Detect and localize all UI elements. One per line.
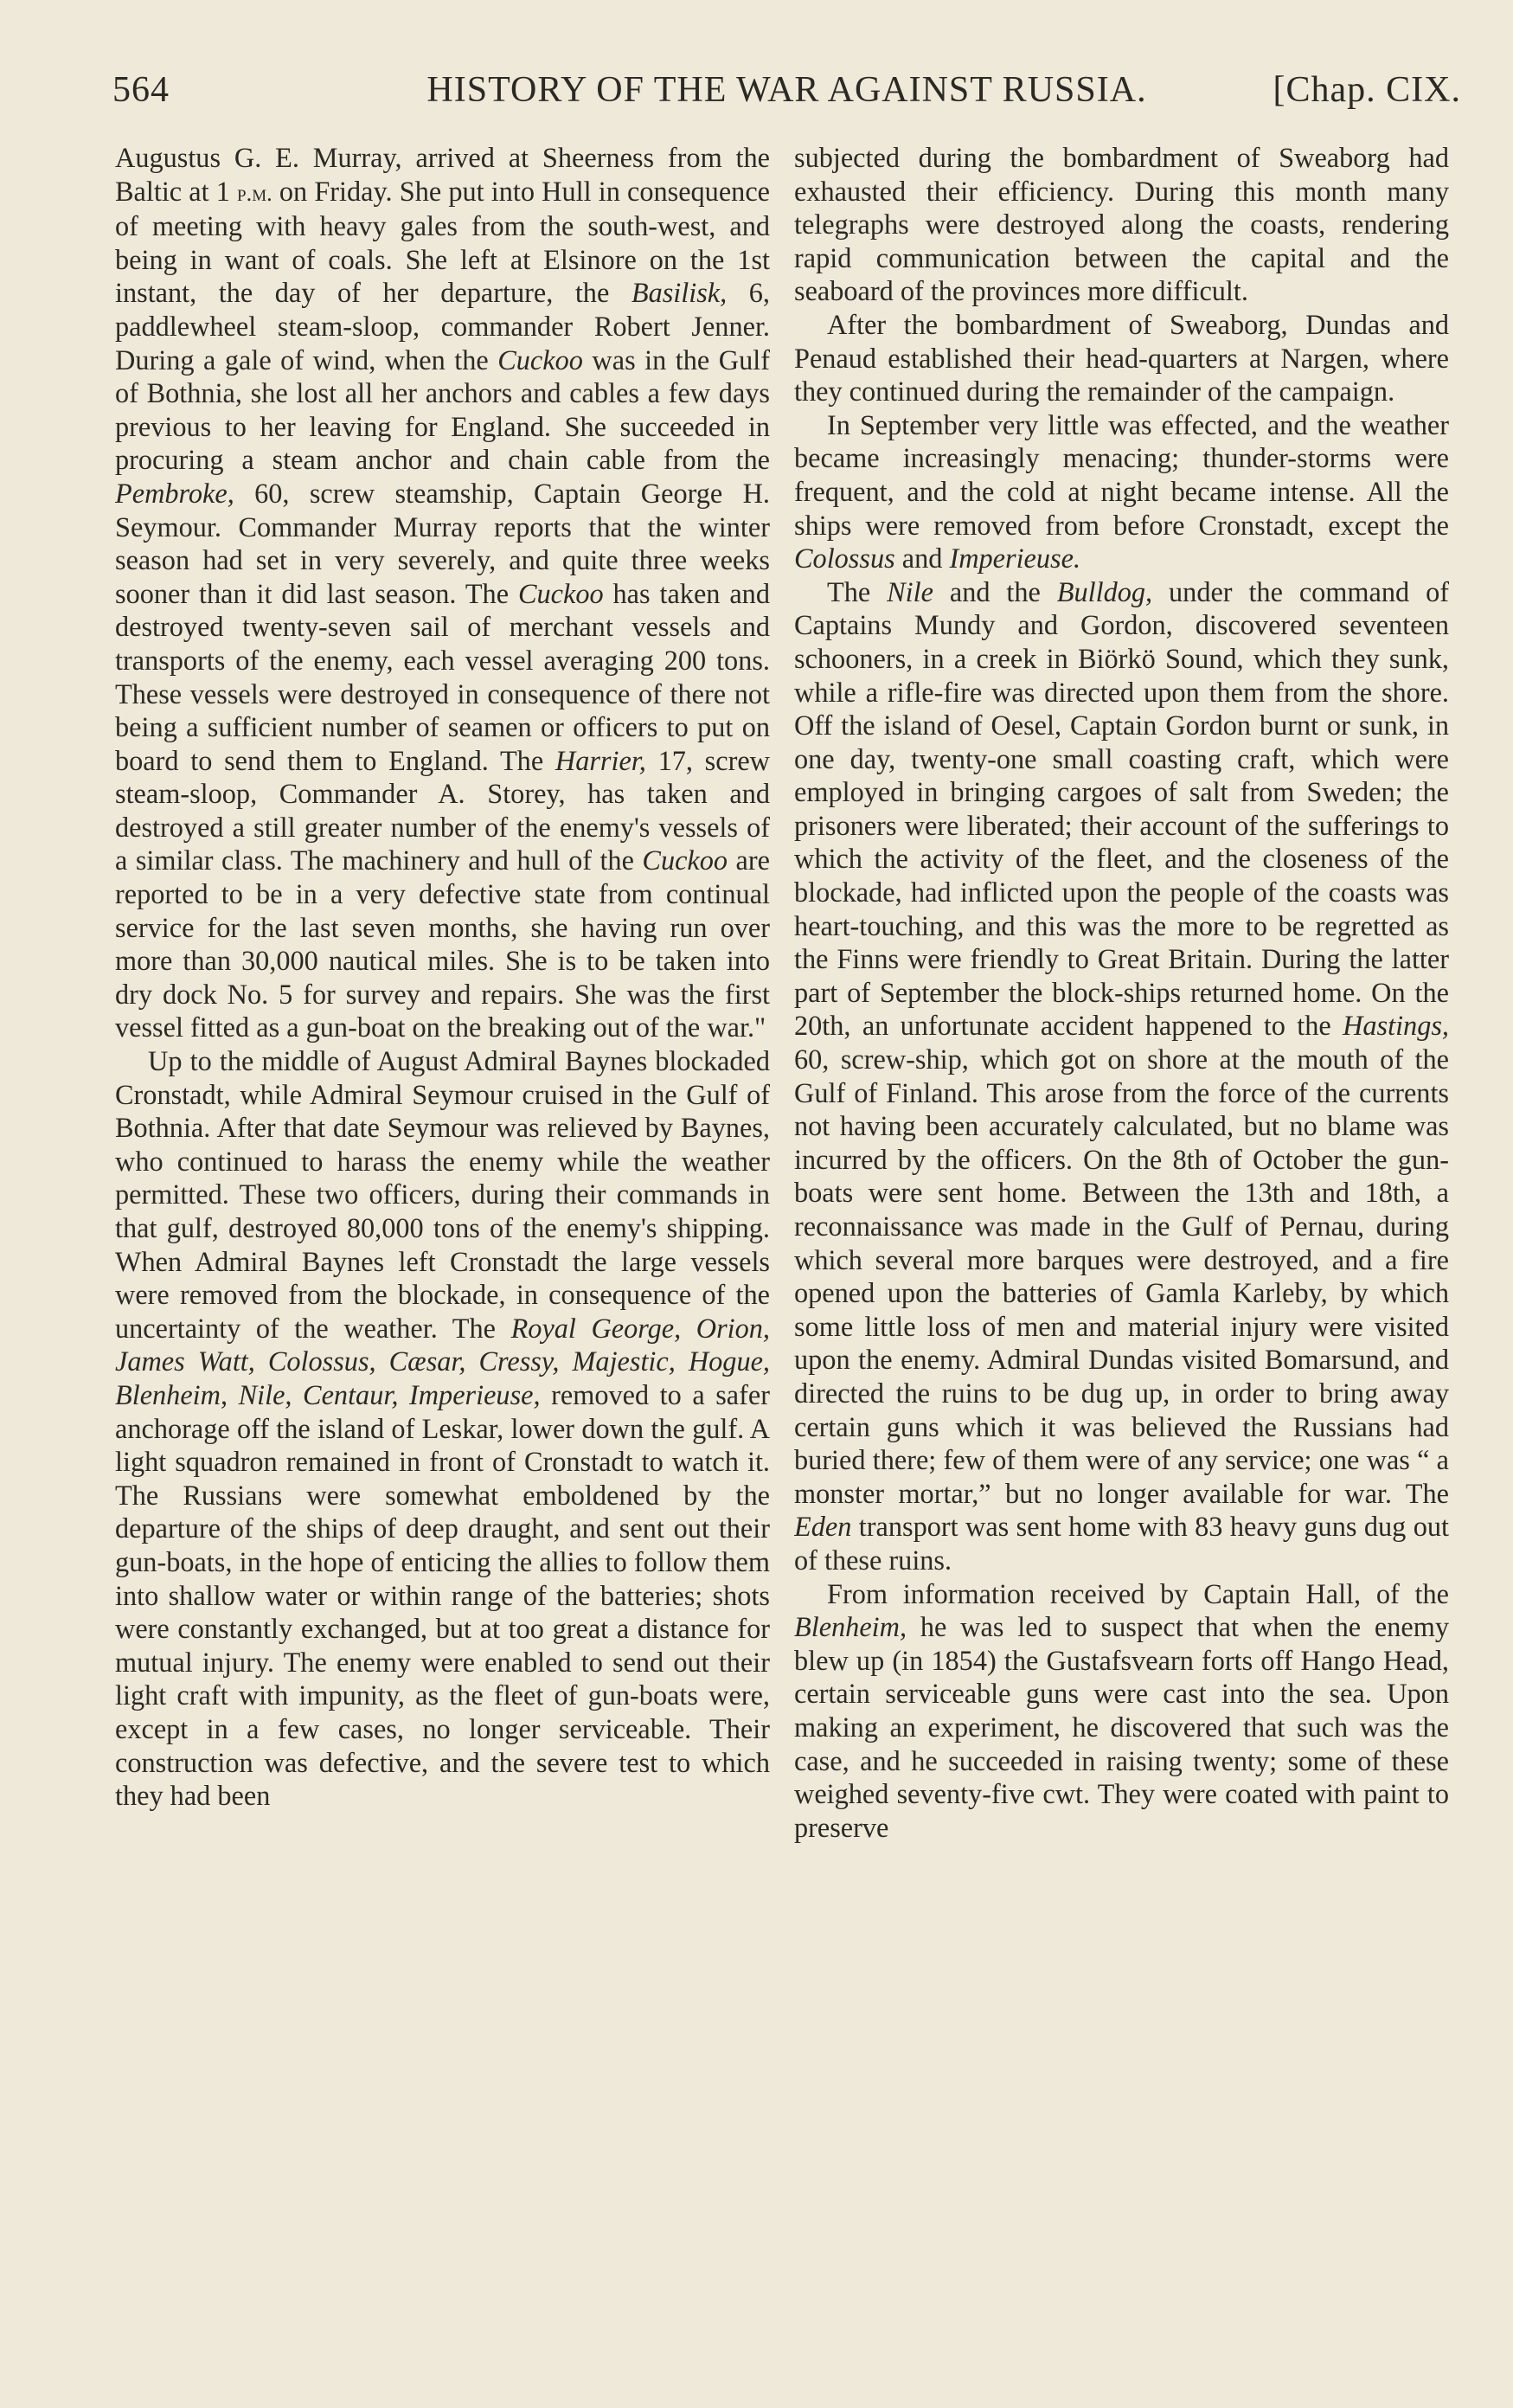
ship-name: Bulldog, — [1056, 575, 1153, 607]
ship-name: Colossus — [794, 543, 895, 575]
right-column — [794, 141, 1449, 2356]
paragraph: After the bombardment of Sweaborg, Dundas and Penaud established their head-quarters at Nargen, where they continued during the remainder of the campaign. — [794, 308, 1449, 408]
ship-name: Basilisk, — [631, 277, 728, 309]
ship-name: Blenheim, — [794, 1611, 907, 1643]
chapter-marker: [Chap. CIX. — [1273, 70, 1461, 110]
ship-name: Cuckoo — [642, 844, 728, 877]
ship-name: Eden — [794, 1511, 852, 1543]
ship-name: Cuckoo — [497, 344, 583, 376]
paragraph: From information received by Captain Hall, of the Blenheim, he was led to suspect that when the enemy blew up (in 1854) the Gustafsvearn forts off Hango Head, certain serviceable guns were cast into the sea. Upon making an experiment, he discovered that such was the case, and he succeeded in raising twenty; some of these weighed seventy-five cwt. They were coated with paint to preserve — [794, 1577, 1449, 1843]
ship-name: Imperieuse. — [949, 543, 1081, 575]
page-header — [112, 69, 1461, 130]
paragraph: Augustus G. E. Murray, arrived at Sheerness from the Baltic at 1 p.m. on Friday. She put into Hull in consequence of meeting with heavy gales from the south-west, and being in want of coals. She left at Elsinore on the 1st instant, the day of her departure, the Basilisk, 6, paddlewheel steam-sloop, commander Robert Jenner. During a gale of wind, when the Cuckoo was in the Gulf of Bothnia, she lost all her anchors and cables a few days previous to her leaving for England. She succeeded in procuring a steam anchor and chain cable from the Pembroke, 60, screw steamship, Captain George H. Seymour. Commander Murray reports that the winter season had set in very severely, and quite three weeks sooner than it did last season. The Cuckoo has taken and destroyed twenty-seven sail of merchant vessels and transports of the enemy, each vessel averaging 200 tons. These vessels were destroyed in consequence of there not being a sufficient number of seamen or officers to put on board to send them to England. The Harrier, 17, screw steam-sloop, Commander A. Storey, has taken and destroyed a still greater number of the enemy's vessels of a similar class. The machinery and hull of the Cuckoo are reported to be in a very defective state from continual service for the last seven months, she having run over more than 30,000 nautical miles. She is to be taken into dry dock No. 5 for survey and repairs. She was the first vessel fitted as a gun-boat on the breaking out of the war." — [115, 142, 770, 1043]
ship-name: Hastings, — [1343, 1010, 1449, 1042]
page-number: 564 — [112, 70, 170, 110]
paragraph: In September very little was effected, and the weather became increasingly menacing; thunder-storms were frequent, and the cold at night became intense. All the ships were removed from before Cronstadt, except the Colossus and Imperieuse. — [794, 408, 1449, 575]
ship-name: Pembroke, — [115, 477, 234, 509]
left-column — [115, 141, 770, 2356]
paragraph: The Nile and the Bulldog, under the command of Captains Mundy and Gordon, discovered seventeen schooners, in a creek in Biörkö Sound, which they sunk, while a rifle-fire was directed upon them from the shore. Off the island of Oesel, Captain Gordon burnt or sunk, in one day, twenty-one small coasting craft, which were employed in bringing cargoes of salt from Sweden; the prisoners were liberated; their account of the sufferings to which the activity of the fleet, and the closeness of the blockade, had inflicted upon the people of the coasts was heart-touching, and this was the more to be regretted as the Finns were friendly to Great Britain. During the latter part of September the block-ships returned home. On the 20th, an unfortunate accident happened to the Hastings, 60, screw-ship, which got on shore at the mouth of the Gulf of Finland. This arose from the force of the currents not having been accurately calculated, but no blame was incurred by the officers. On the 8th of October the gun-boats were sent home. Between the 13th and 18th, a reconnaissance was made in the Gulf of Pernau, during which several more barques were destroyed, and a fire opened upon the batteries of Gamla Karleby, by which some little loss of men and material injury were visited upon the enemy. Admiral Dundas visited Bomarsund, and directed the ruins to be dug up, in order to bring away certain guns which it was believed the Russians had buried there; few of them were of any service; one was “ a monster mortar,” but no longer available for war. The Eden transport was sent home with 83 heavy guns dug out of these ruins. — [794, 575, 1449, 1576]
paragraph: subjected during the bombardment of Sweaborg had exhausted their efficiency. During this month many telegraphs were destroyed along the coasts, rendering rapid communication between the capital and the seaboard of the provinces more difficult. — [794, 142, 1449, 307]
ship-name: Cuckoo — [517, 577, 604, 609]
ship-name: Nile — [887, 575, 933, 607]
running-title: HISTORY OF THE WAR AGAINST RUSSIA. — [426, 70, 1147, 110]
ship-names-list: Royal George, Orion, James Watt, Colossus, Cæsar, Cressy, Majestic, Hogue, Blenheim, Nile, Centaur, Imperieuse, — [115, 1312, 770, 1410]
paragraph: Up to the middle of August Admiral Baynes blockaded Cronstadt, while Admiral Seymour cruised in the Gulf of Bothnia. After that date Seymour was relieved by Baynes, who continued to harass the enemy while the weather permitted. These two officers, during their commands in that gulf, destroyed 80,000 tons of the enemy's shipping. When Admiral Baynes left Cronstadt the large vessels were removed from the blockade, in consequence of the uncertainty of the weather. The Royal George, Orion, James Watt, Colossus, Cæsar, Cressy, Majestic, Hogue, Blenheim, Nile, Centaur, Imperieuse, removed to a safer anchorage off the island of Leskar, lower down the gulf. A light squadron remained in front of Cronstadt to watch it. The Russians were somewhat emboldened by the departure of the ships of deep draught, and sent out their gun-boats, in the hope of enticing the allies to follow them into shallow water or within range of the batteries; shots were constantly exchanged, but at too great a distance for mutual injury. The enemy were enabled to send out their light craft with impunity, as the fleet of gun-boats were, except in a few cases, no longer serviceable. Their construction was defective, and the severe test to which they had been — [115, 1045, 770, 1812]
ship-name: Harrier, — [555, 744, 646, 776]
